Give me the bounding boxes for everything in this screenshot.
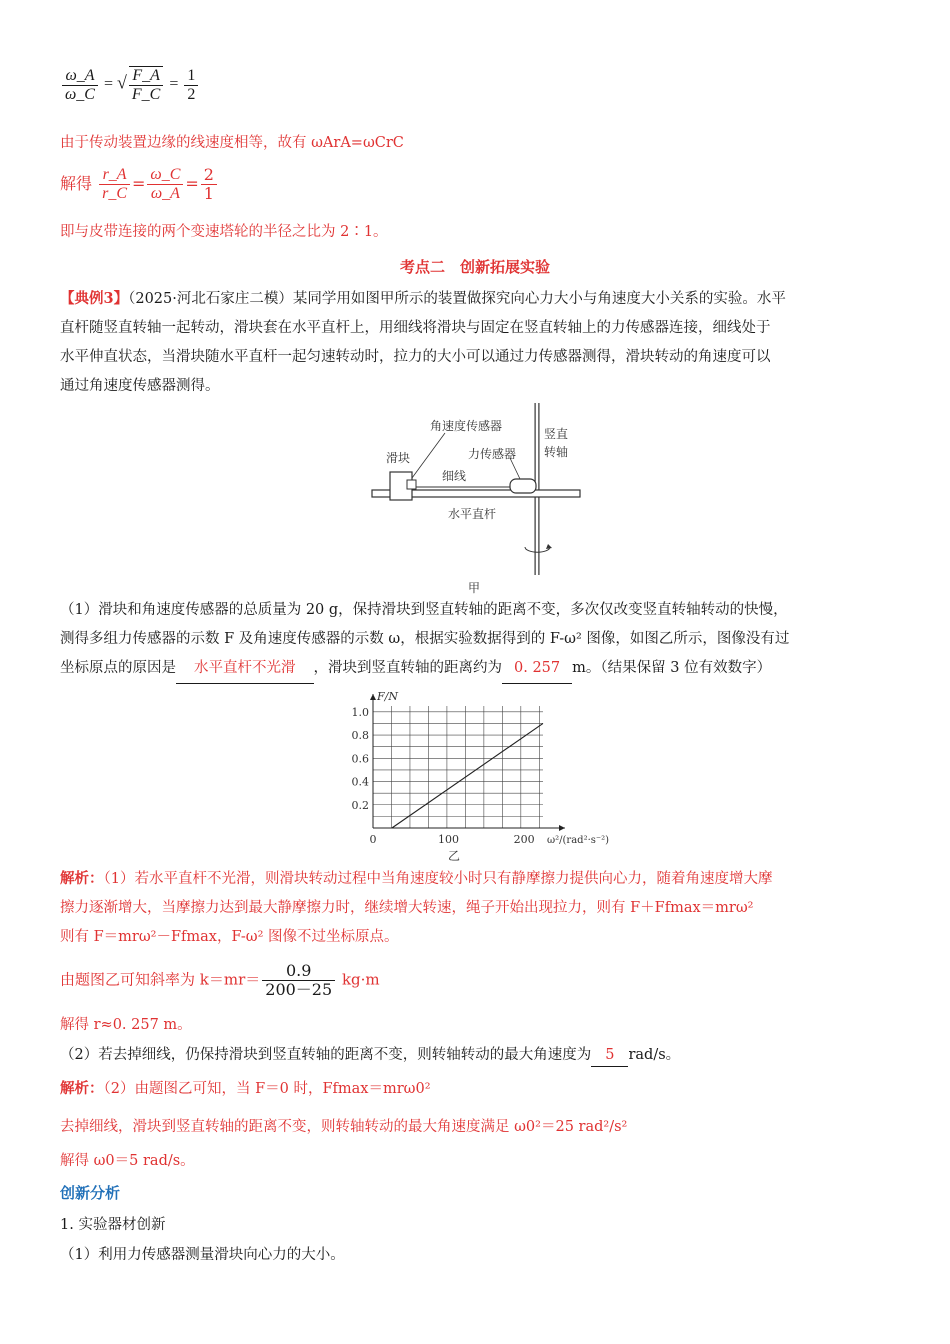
label-angular-sensor: 角速度传感器 [430,419,503,433]
question-2 [60,1044,680,1067]
analysis-1 [60,864,890,952]
analysis-text: 解得 ω0＝5 rad/s。 [60,1153,195,1169]
answer-blank: 5 [591,1044,628,1067]
line-equal-speed: 由于传动装置边缘的线速度相等，故有 ωArA=ωCrC [60,135,404,151]
label-solve: 解得 [60,174,93,193]
analysis-text: 则有 F＝mrω²－Ffmax，F-ω² 图像不过坐标原点。 [60,929,399,945]
equation-omega-ratio: $\frac{\omega\_A}{\omega\_C}$ = √ $\frac{F\_A}{F\_C}$ = $\frac{1}{2}$ [60,66,200,104]
analysis-label: 解析： [60,1080,104,1097]
fraction-numerator: F_A [129,67,163,86]
label-vertical-axis: 竖直 [544,427,569,441]
fraction-numerator: ω_A [62,67,98,86]
fraction [62,67,98,104]
analysis-text: 由题图乙可知斜率为 k＝mr＝ [60,970,261,989]
x-tick-label: 0 [369,833,377,846]
example-text: 某同学用如图甲所示的装置做探究向心力大小与角速度大小关系的实验。水平 [292,291,786,307]
question-text: 坐标原点的原因是 [60,660,176,676]
fraction-denominator: F_C [131,86,161,103]
x-axis-label: ω²/(rad²·s⁻²) [547,835,610,846]
x-axis-arrow-icon [559,825,565,831]
fraction-denominator: 200－25 [265,980,333,999]
innovation-title: 创新分析 [60,1184,121,1202]
question-text: m。（结果保留 3 位有效数字） [572,660,772,676]
fraction [99,166,130,203]
label-horizontal-rod: 水平直杆 [448,507,497,521]
arrowhead-icon [546,544,552,549]
line-radius-conclusion: 即与皮带连接的两个变速塔轮的半径之比为 2∶1。 [60,224,388,240]
question-text: rad/s。 [628,1047,681,1063]
section-title: 考点二 创新拓展实验 [399,258,550,276]
fraction-denominator: 2 [187,85,196,103]
x-tick-label: 100 [438,833,460,846]
innovation-item: （1）利用力传感器测量滑块向心力的大小。 [60,1247,345,1263]
fraction [201,166,217,203]
fraction-denominator: ω_C [65,85,95,103]
equation-radius-ratio: 解得 $\frac{r\_A}{r\_C}$ = $\frac{\omega\_C}{\omega\_A}$ = $\frac{2}{1}$ [60,166,219,203]
analysis-text: （1）若水平直杆不光滑，则滑块转动过程中当角速度较小时只有静摩擦力提供向心力，随着角速度增大摩 [103,871,773,887]
y-tick-label: 0.8 [351,729,369,743]
fraction-denominator: r_C [102,185,128,202]
analysis-text: （2）由题图乙可知，当 F＝0 时，Ffmax＝mrω0² [103,1081,431,1097]
label-force-sensor: 力传感器 [468,447,517,461]
analysis-text: 解得 r≈0. 257 m。 [60,1017,192,1033]
fraction-numerator: ω_C [147,166,183,185]
question-1 [60,596,890,684]
force-sensor [510,479,536,493]
fraction-numerator: 0.9 [262,962,335,981]
fraction-numerator: r_A [99,166,130,185]
chart-f-omega [335,688,625,863]
analysis-text: 去掉细线，滑块到竖直转轴的距离不变，则转轴转动的最大角速度满足 ω0²＝25 rad²/s² [60,1119,628,1135]
figure-apparatus [360,400,600,595]
fraction-numerator: 2 [201,166,217,185]
innovation-item: 1. 实验器材创新 [60,1217,166,1233]
figure-caption: 甲 [468,581,481,595]
y-tick-label: 0.6 [351,752,369,766]
question-text: （1）滑块和角速度传感器的总质量为 20 g，保持滑块到竖直转轴的距离不变，多次仅改变竖直转轴转动的快慢， [60,602,788,618]
x-tick-label: 200 [513,833,535,846]
y-tick-label: 0.2 [351,798,369,812]
example-text: 水平伸直状态，当滑块随水平直杆一起匀速转动时，拉力的大小可以通过力传感器测得，滑块转动的角速度可以 [60,349,771,365]
answer-blank: 水平直杆不光滑 [176,654,314,684]
label-slider: 滑块 [386,451,411,465]
analysis-2 [60,1078,431,1100]
analysis-text: 擦力逐渐增大，当摩擦力达到最大静摩擦力时，继续增大转速，绳子开始出现拉力，则有 F＋Ffmax＝mrω² [60,900,754,916]
label-string: 细线 [442,469,467,483]
example-tag: 【典例3】 [60,290,129,307]
example-source: （2025·河北石家庄二模） [128,291,293,307]
label-vertical-axis: 转轴 [544,445,569,459]
example-text: 通过角速度传感器测得。 [60,378,220,394]
slope-equation [60,962,380,999]
question-text: 测得多组力传感器的示数 F 及角速度传感器的示数 ω，根据实验数据得到的 F-ω² 图像，如图乙所示，图像没有过 [60,631,790,647]
y-axis-label: F/N [377,690,398,703]
fraction-denominator: 1 [203,184,214,203]
fraction [147,166,183,203]
y-axis-arrow-icon [370,694,376,700]
answer-blank: 0. 257 [502,654,572,684]
question-text: （2）若去掉细线，仍保持滑块到竖直转轴的距离不变，则转轴转动的最大角速度为 [60,1047,592,1063]
sqrt-sign: √ [117,72,127,93]
analysis-text: kg·m [337,970,380,989]
fraction [129,66,163,104]
example-paragraph [60,284,890,401]
series-line [392,723,543,828]
example-text: 直杆随竖直转轴一起转动，滑块套在水平直杆上，用细线将滑块与固定在竖直转轴上的力传感器连接，细线处于 [60,320,771,336]
leader-line [412,433,445,478]
question-text: ，滑块到竖直转轴的距离约为 [313,660,502,676]
fraction-denominator: ω_A [150,185,180,202]
fraction [262,962,335,999]
fraction [184,67,198,104]
y-tick-label: 1.0 [351,705,369,719]
analysis-label: 解析： [60,870,104,887]
leader-line [510,458,520,479]
angular-velocity-sensor [407,480,416,489]
y-tick-label: 0.4 [351,775,369,789]
chart-caption: 乙 [448,849,461,863]
fraction-numerator: 1 [184,67,198,86]
